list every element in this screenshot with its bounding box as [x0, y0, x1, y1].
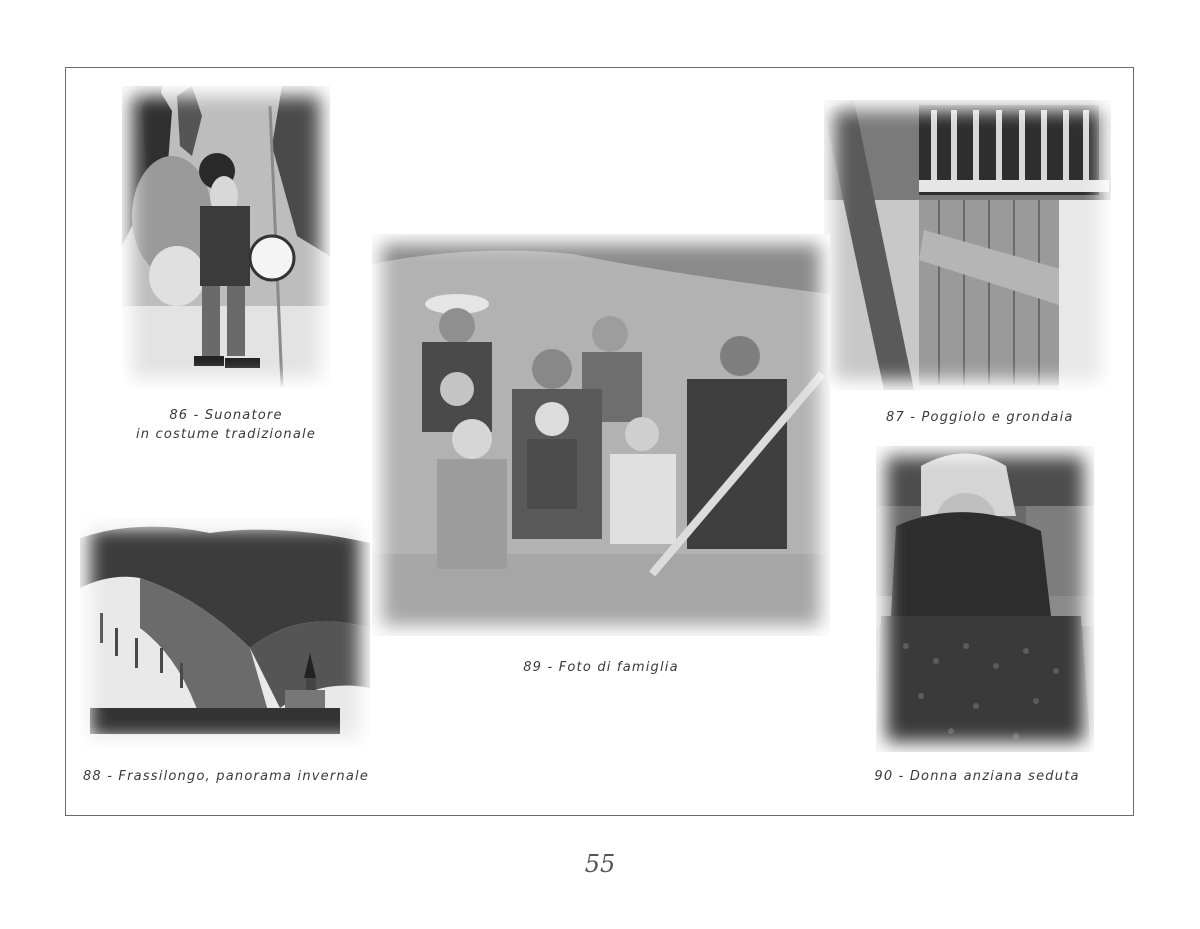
photo-86-musician: [122, 86, 330, 388]
photo-87-balcony: [824, 100, 1111, 390]
caption-88: [66, 767, 386, 786]
photo-88-frassilongo: [80, 518, 370, 748]
caption-87: [824, 408, 1134, 427]
photo-90-elderly-woman: [876, 446, 1094, 752]
caption-87-text: 87 - Poggiolo e grondaia: [886, 410, 1074, 425]
caption-86-line1: 86 - Suonatore: [169, 408, 283, 423]
photo-89-family: [372, 234, 830, 636]
caption-88-text: 88 - Frassilongo, panorama invernale: [82, 769, 370, 784]
caption-90-text: 90 - Donna anziana seduta: [874, 769, 1080, 784]
caption-90: [860, 767, 1094, 786]
caption-89: [372, 658, 830, 677]
caption-89-text: 89 - Foto di famiglia: [523, 660, 679, 675]
caption-86-line2: in costume tradizionale: [135, 427, 317, 442]
caption-86: [122, 406, 330, 444]
page-number: 55: [584, 850, 616, 878]
